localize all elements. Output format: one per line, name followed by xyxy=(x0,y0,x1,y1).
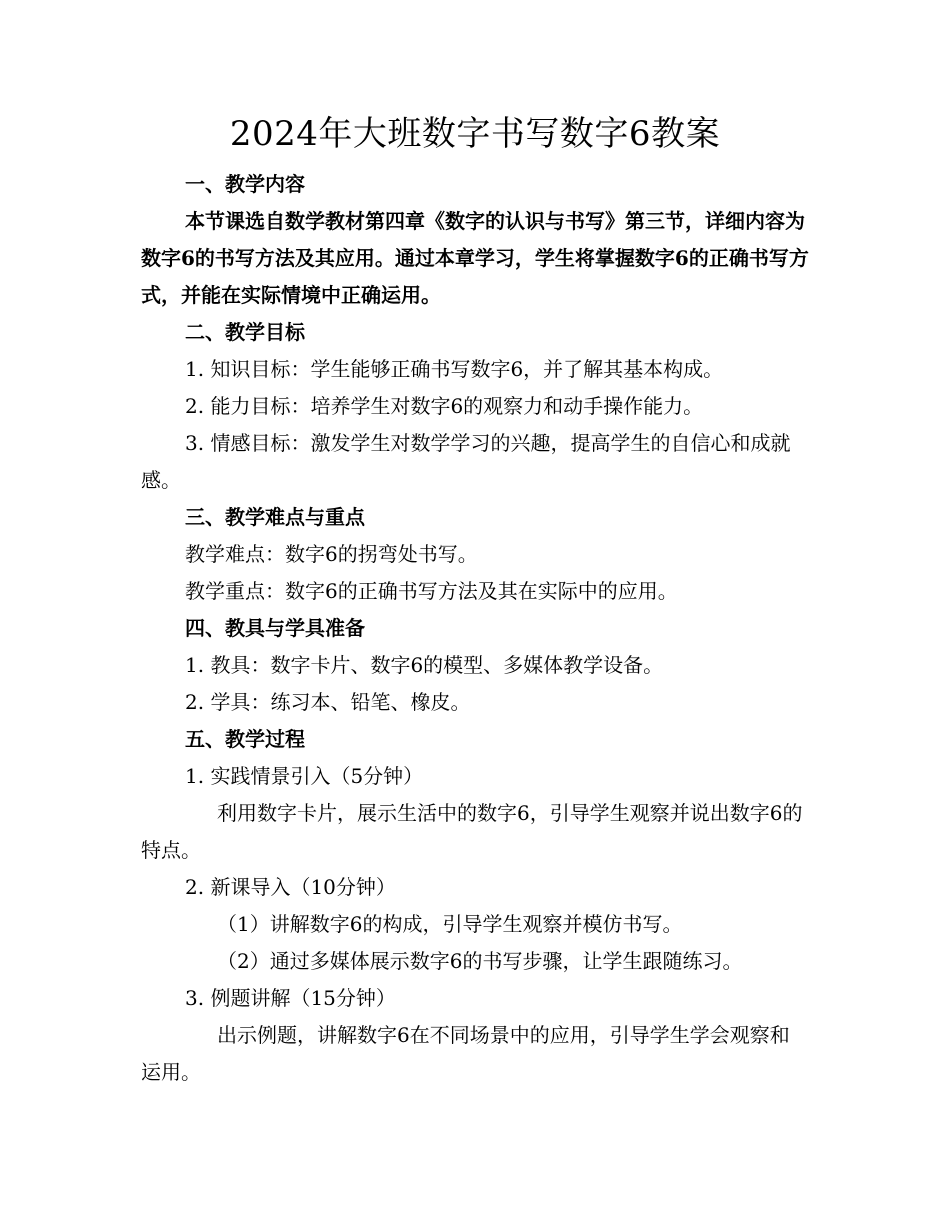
process-step-label: 3. 例题讲解（15分钟） xyxy=(185,986,396,1010)
objective-item: 2. 能力目标：培养学生对数字6的观察力和动手操作能力。 xyxy=(185,394,704,418)
process-step-label: 2. 新课导入（10分钟） xyxy=(185,875,396,899)
process-step-label: 1. 实践情景引入（5分钟） xyxy=(185,764,424,788)
process-substep: （2）通过多媒体展示数字6的书写步骤，让学生跟随练习。 xyxy=(217,949,743,973)
process-step-description: 出示例题，讲解数字6在不同场景中的应用，引导学生学会观察和运用。 xyxy=(141,1023,790,1084)
section-heading-process: 五、教学过程 xyxy=(185,727,305,751)
process-step-description: 利用数字卡片，展示生活中的数字6，引导学生观察并说出数字6的特点。 xyxy=(141,801,803,862)
material-item: 1. 教具：数字卡片、数字6的模型、多媒体教学设备。 xyxy=(185,653,664,677)
objective-item: 3. 情感目标：激发学生对数学学习的兴趣，提高学生的自信心和成就感。 xyxy=(141,431,791,492)
document-title: 2024年大班数字书写数字6教案 xyxy=(229,114,721,154)
material-item: 2. 学具：练习本、铅笔、橡皮。 xyxy=(185,690,471,714)
objective-item: 1. 知识目标：学生能够正确书写数字6，并了解其基本构成。 xyxy=(185,357,724,381)
difficulty-text: 教学难点：数字6的拐弯处书写。 xyxy=(185,542,478,566)
section-heading-content: 一、教学内容 xyxy=(185,172,305,196)
document-body xyxy=(141,166,809,1091)
section-content-paragraph: 本节课选自数学教材第四章《数字的认识与书写》第三节，详细内容为数字6的书写方法及其应用。通过本章学习，学生将掌握数字6的正确书写方式，并能在实际情境中正确运用。 xyxy=(141,209,809,307)
section-heading-difficulty: 三、教学难点与重点 xyxy=(185,505,365,529)
key-point-text: 教学重点：数字6的正确书写方法及其在实际中的应用。 xyxy=(185,579,678,603)
process-substep: （1）讲解数字6的构成，引导学生观察并模仿书写。 xyxy=(217,912,683,936)
section-heading-materials: 四、教具与学具准备 xyxy=(185,616,365,640)
section-heading-objectives: 二、教学目标 xyxy=(185,320,305,344)
